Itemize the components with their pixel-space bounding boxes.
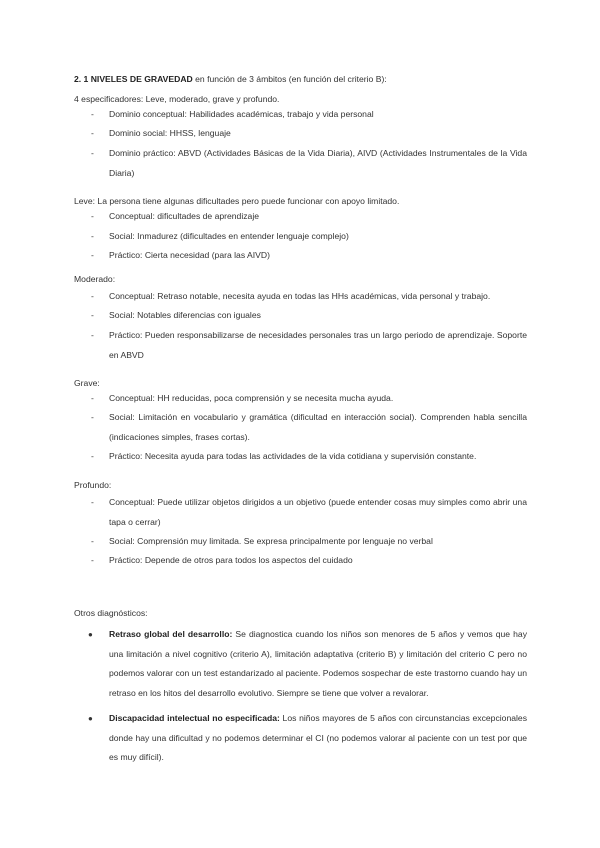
dash-marker: -	[91, 231, 94, 241]
bullet-marker: ●	[88, 714, 93, 723]
dash-marker: -	[91, 109, 94, 119]
dash-marker: -	[91, 412, 94, 422]
profundo-item-text: Conceptual: Puede utilizar objetos dirigidos a un objetivo (puede entender cosas muy simples como abrir una tapa o cerrar)	[109, 497, 527, 527]
grave-item	[91, 389, 527, 409]
leve-item	[91, 227, 527, 247]
grave-item	[91, 447, 527, 467]
otros-item-text	[109, 709, 527, 768]
section-heading	[74, 73, 526, 85]
dash-marker: -	[91, 310, 94, 320]
dash-marker: -	[91, 250, 94, 260]
domain-item	[91, 105, 527, 125]
dash-marker: -	[91, 497, 94, 507]
grave-title: Grave:	[74, 378, 100, 388]
moderado-item-text: Conceptual: Retraso notable, necesita ayuda en todas las HHs académicas, vida personal y trabajo.	[109, 291, 491, 301]
bullet-marker: ●	[88, 630, 93, 639]
moderado-item-text: Práctico: Pueden responsabilizarse de necesidades personales tras un largo periodo de aprendizaje. Soporte en ABVD	[109, 330, 527, 360]
dash-marker: -	[91, 291, 94, 301]
profundo-item-text: Social: Comprensión muy limitada. Se expresa principalmente por lenguaje no verbal	[109, 536, 433, 546]
dash-marker: -	[91, 555, 94, 565]
otros-item-desc: Los niños mayores de 5 años con circunstancias excepcionales donde hay una dificultad y no podemos determinar el CI (no podemos valorar al paciente con un test por que es muy difícil).	[109, 713, 527, 762]
leve-item	[91, 246, 527, 266]
profundo-item	[91, 532, 527, 552]
moderado-item	[91, 306, 527, 326]
moderado-title: Moderado:	[74, 274, 116, 284]
leve-item	[91, 207, 527, 227]
grave-item-text: Conceptual: HH reducidas, poca comprensión y se necesita mucha ayuda.	[109, 393, 394, 403]
dash-marker: -	[91, 211, 94, 221]
moderado-item-text: Social: Notables diferencias con iguales	[109, 310, 261, 320]
dash-marker: -	[91, 128, 94, 138]
domain-item	[91, 124, 527, 144]
leve-item-text: Conceptual: dificultades de aprendizaje	[109, 211, 260, 221]
moderado-item	[91, 287, 527, 307]
profundo-item	[91, 493, 527, 532]
moderado-item	[91, 326, 527, 365]
dash-marker: -	[91, 451, 94, 461]
dash-marker: -	[91, 393, 94, 403]
profundo-title: Profundo:	[74, 480, 112, 490]
leve-title: Leve: La persona tiene algunas dificultades pero puede funcionar con apoyo limitado.	[74, 196, 400, 206]
otros-item	[88, 625, 527, 703]
otros-item-term: Retraso global del desarrollo:	[109, 629, 233, 639]
otros-item-term: Discapacidad intelectual no especificada:	[109, 713, 280, 723]
otros-item	[88, 709, 527, 768]
specifiers-line: 4 especificadores: Leve, moderado, grave y profundo.	[74, 94, 280, 104]
domain-item-text: Dominio práctico: ABVD (Actividades Básicas de la Vida Diaria), AIVD (Actividades Instrumentales de la Vida Diaria)	[109, 148, 527, 178]
otros-item-desc: Se diagnostica cuando los niños son menores de 5 años y vemos que hay una limitación a nivel cognitivo (criterio A), limitación adaptativa (criterio B) y limitación del criterio C pero no podemos valorar con un test estandarizado al paciente. Podemos sospechar de este trastorno cuando hay un retraso en los hitos del desarrollo evolutivo. Siempre se tiene que volver a revalorar.	[109, 629, 527, 698]
dash-marker: -	[91, 148, 94, 158]
domain-item	[91, 144, 527, 183]
leve-item-text: Social: Inmadurez (dificultades en entender lenguaje complejo)	[109, 231, 349, 241]
leve-item-text: Práctico: Cierta necesidad (para las AIVD)	[109, 250, 270, 260]
dash-marker: -	[91, 330, 94, 340]
domain-item-text: Dominio social: HHSS, lenguaje	[109, 128, 231, 138]
section-heading-bold: 2. 1 NIVELES DE GRAVEDAD	[74, 74, 193, 84]
grave-item-text: Social: Limitación en vocabulario y gramática (dificultad en interacción social). Comprenden habla sencilla (indicaciones simples, frases cortas).	[109, 412, 527, 442]
dash-marker: -	[91, 536, 94, 546]
profundo-item-text: Práctico: Depende de otros para todos los aspectos del cuidado	[109, 555, 353, 565]
grave-item-text: Práctico: Necesita ayuda para todas las actividades de la vida cotidiana y supervisión constante.	[109, 451, 477, 461]
grave-item	[91, 408, 527, 447]
section-heading-rest: en función de 3 ámbitos (en función del criterio B):	[192, 74, 387, 84]
otros-item-text	[109, 625, 527, 703]
profundo-item	[91, 551, 527, 571]
otros-title: Otros diagnósticos:	[74, 608, 148, 618]
domain-item-text: Dominio conceptual: Habilidades académicas, trabajo y vida personal	[109, 109, 374, 119]
